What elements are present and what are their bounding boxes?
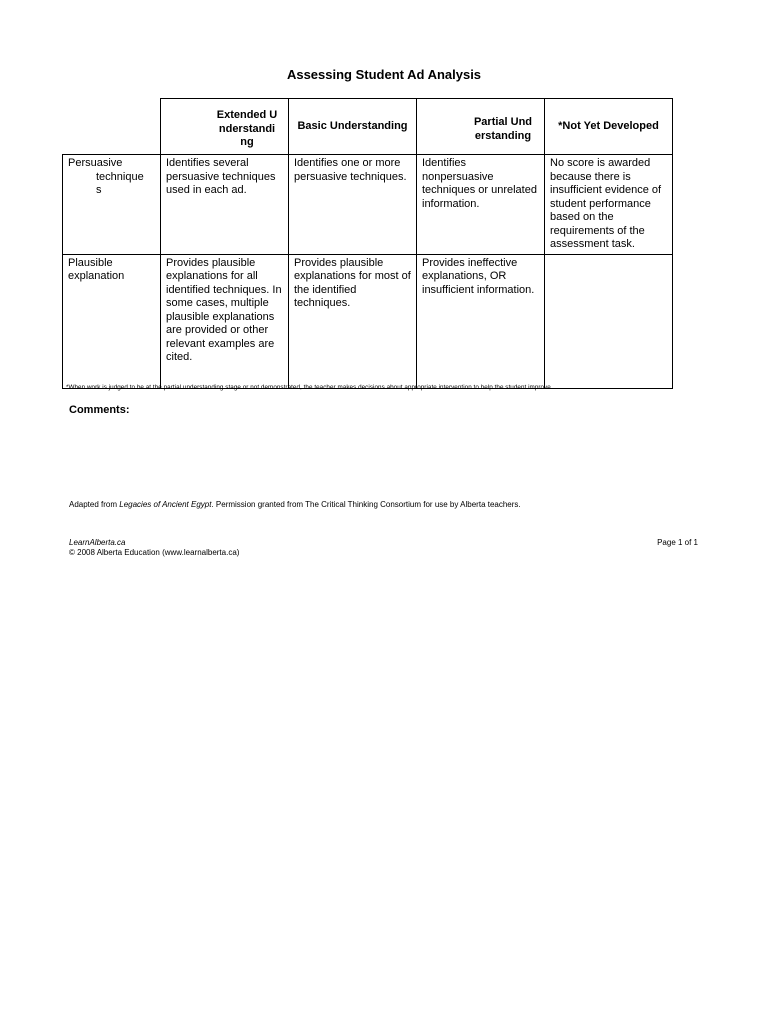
footer-site-name: LearnAlberta.ca [69,538,126,547]
attribution-book-title: Legacies of Ancient Egypt [119,500,212,509]
document-title: Assessing Student Ad Analysis [286,67,482,82]
rubric-row-persuasive-techniques [63,155,673,255]
cell-persuasive-basic: Identifies one or more persuasive techniques. [289,155,417,255]
header-extended-understanding: Extended Understanding [161,99,289,155]
cell-plausible-not-yet-developed [545,254,673,388]
header-basic-understanding: Basic Understanding [289,99,417,155]
comments-label: Comments: [69,404,130,416]
cell-plausible-extended: Provides plausible explanations for all identified techniques. In some cases, multiple plausible explanations are provided or other relevant examples are cited. [161,254,289,388]
page-number: Page 1 of 1 [657,538,698,547]
cell-persuasive-not-yet-developed: No score is awarded because there is insufficient evidence of student performance based on the requirements of the assessment task. [545,155,673,255]
footer-copyright: © 2008 Alberta Education (www.learnalberta.ca) [69,548,240,557]
attribution-suffix: . Permission granted from The Critical Thinking Consortium for use by Alberta teachers. [211,500,521,509]
attribution-prefix: Adapted from [69,500,120,509]
cell-persuasive-partial: Identifies nonpersuasive techniques or unrelated information. [417,155,545,255]
header-not-yet-developed: *Not Yet Developed [545,99,673,155]
header-partial-understanding: Partial Understanding [417,99,545,155]
cell-plausible-basic: Provides plausible explanations for most of the identified techniques. [289,254,417,388]
rubric-corner-cell [63,99,161,155]
cell-plausible-partial: Provides ineffective explanations, OR insufficient information. [417,254,545,388]
attribution-line [69,500,521,509]
rubric-row-plausible-explanation [63,254,673,388]
rubric-header-row [63,99,673,155]
footer-left [69,538,239,558]
row-label-plausible-explanation: Plausible explanation [63,254,161,388]
footnote: *When work is judged to be at the partial understanding stage or not demonstrated, the teacher makes decisions about appropriate intervention to help the student improve. [66,384,553,391]
cell-persuasive-extended: Identifies several persuasive techniques used in each ad. [161,155,289,255]
row-label-persuasive-techniques: Persuasive technique s [63,155,161,255]
rubric-table [62,98,673,389]
